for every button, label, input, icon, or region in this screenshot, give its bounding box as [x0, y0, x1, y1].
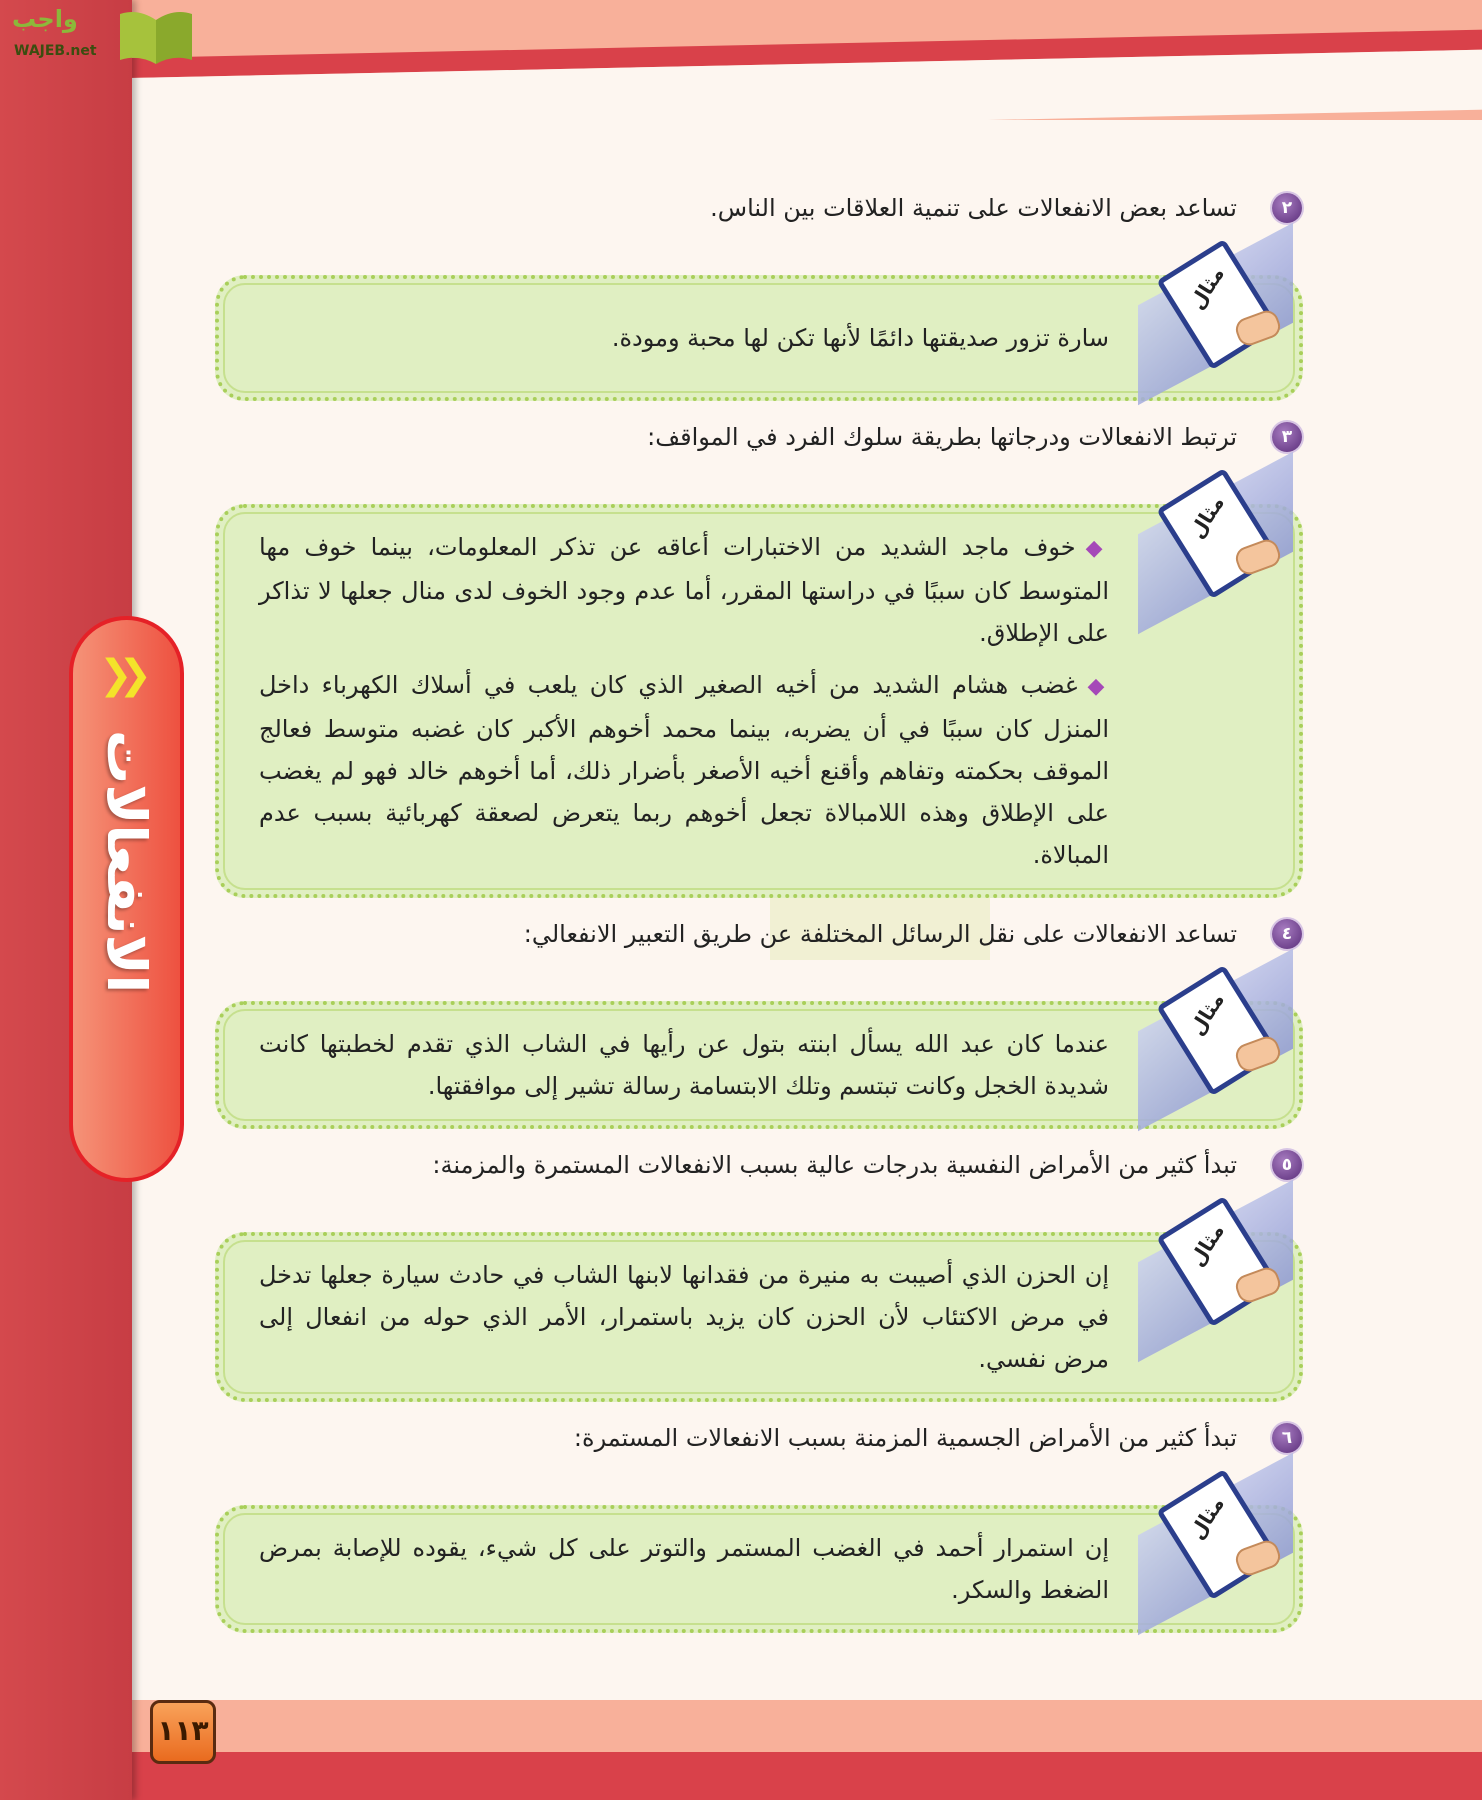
example-clipboard-icon	[1128, 234, 1303, 374]
section-2	[215, 190, 1303, 230]
example-clipboard-icon	[1128, 463, 1303, 603]
example-label: مثال	[1184, 1219, 1229, 1271]
logo-latin: WAJEB.net	[14, 43, 97, 59]
section-heading: تساعد بعض الانفعالات على تنمية العلاقات بين الناس.	[710, 194, 1237, 222]
diamond-bullet-icon: ◆	[1085, 536, 1109, 561]
example-bullet-1	[259, 526, 1109, 654]
section-heading: تبدأ كثير من الأمراض الجسمية المزمنة بسبب الانفعالات المستمرة:	[573, 1424, 1237, 1452]
chapter-title: الانفعالات	[95, 730, 158, 994]
example-label: مثال	[1184, 491, 1229, 543]
item-number: ٥	[1272, 1150, 1302, 1180]
example-box	[215, 491, 1303, 898]
book-icon	[116, 8, 196, 66]
double-chevron-icon: ❯❯	[99, 652, 139, 698]
page-number: ١١٣	[150, 1700, 216, 1764]
section-5	[215, 1147, 1303, 1187]
example-text: سارة تزور صديقتها دائمًا لأنها تكن لها محبة ومودة.	[611, 324, 1109, 352]
wajeb-logo[interactable]	[8, 4, 193, 66]
example-clipboard-icon	[1128, 1464, 1303, 1604]
section-4	[215, 916, 1303, 956]
example-text: إن استمرار أحمد في الغضب المستمر والتوتر على كل شيء، يقوده للإصابة بمرض الضغط والسكر.	[259, 1534, 1109, 1604]
logo-arabic: واجب	[12, 5, 78, 33]
example-label: مثال	[1184, 988, 1229, 1040]
example-clipboard-icon	[1128, 960, 1303, 1100]
chapter-side-tab	[69, 616, 184, 1182]
example-text: عندما كان عبد الله يسأل ابنته بتول عن رأيها في الشاب الذي تقدم لخطبتها كانت شديدة الخجل وكانت تبتسم وتلك الابتسامة رسالة تشير إلى موافقتها.	[259, 1030, 1109, 1100]
example-box	[215, 1492, 1303, 1633]
example-box	[215, 262, 1303, 401]
example-text: غضب هشام الشديد من أخيه الصغير الذي كان يلعب في أسلاك الكهرباء داخل المنزل كان سببًا في أن يضربه، بينما محمد أخوهم الأكبر كان غضبه متوسط فعالج الموقف بحكمته وتفاهم وأقنع أخيه الأصغر بأضرار ذلك، أما أخوهم خالد فهو لم يغضب على الإطلاق وهذه اللامبالاة تجعل أخوهم ربما يتعرض لصعقة كهربائية بسبب عدم المبالاة.	[259, 671, 1109, 869]
example-box	[215, 988, 1303, 1129]
example-label: مثال	[1184, 262, 1229, 314]
section-6	[215, 1420, 1303, 1460]
bottom-stripe	[130, 1752, 1482, 1800]
item-number: ٢	[1272, 193, 1302, 223]
example-text: خوف ماجد الشديد من الاختبارات أعاقه عن تذكر المعلومات، بينما خوف مها المتوسط كان سببًا في دراستها المقرر، أما عدم وجود الخوف لدى منال جعلها لا تذاكر على الإطلاق.	[259, 533, 1109, 647]
section-heading: تساعد الانفعالات على نقل الرسائل المختلفة عن طريق التعبير الانفعالي:	[523, 920, 1237, 948]
example-bullet-2	[259, 664, 1109, 876]
item-number: ٣	[1272, 422, 1302, 452]
item-number: ٤	[1272, 919, 1302, 949]
section-3	[215, 419, 1303, 459]
example-label: مثال	[1184, 1492, 1229, 1544]
content-column	[215, 190, 1303, 1651]
example-clipboard-icon	[1128, 1191, 1303, 1331]
section-heading: تبدأ كثير من الأمراض النفسية بدرجات عالية بسبب الانفعالات المستمرة والمزمنة:	[432, 1151, 1237, 1179]
example-text: إن الحزن الذي أصيبت به منيرة من فقدانها لابنها الشاب في حادث سيارة جعلها تدخل في مرض الاكتئاب لأن الحزن كان يزيد باستمرار، الأمر الذي حوله من انفعال إلى مرض نفسي.	[259, 1261, 1109, 1373]
example-box	[215, 1219, 1303, 1402]
diamond-bullet-icon: ◆	[1087, 674, 1110, 699]
section-heading: ترتبط الانفعالات ودرجاتها بطريقة سلوك الفرد في المواقف:	[647, 423, 1237, 451]
item-number: ٦	[1272, 1423, 1302, 1453]
